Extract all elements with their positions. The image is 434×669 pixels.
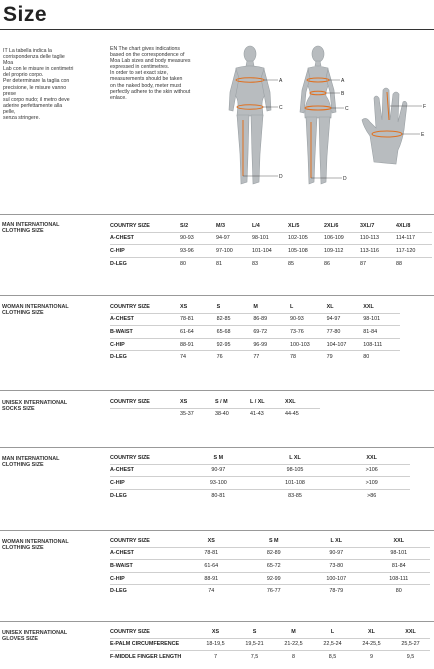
table-cell: 80 [180, 257, 216, 269]
header-cell: M/3 [216, 222, 225, 229]
socks-size-table [110, 396, 320, 420]
section-divider [0, 621, 434, 622]
section-label-woman-clothing-grouped: WOMAN INTERNATIONAL CLOTHING SIZE [2, 539, 69, 552]
table-cell: 9 [352, 651, 391, 663]
table-header-row [110, 396, 320, 408]
header-cell: XS [207, 537, 215, 544]
table-cell: 90-93 [290, 313, 327, 326]
woman-marker-d: D [343, 176, 347, 182]
table-row [110, 232, 432, 245]
table-cell: 76 [217, 351, 254, 363]
table-cell: 93-100 [180, 477, 257, 490]
table-header-row [110, 452, 410, 464]
hand-figure-icon [360, 80, 432, 170]
header-cell: COUNTRY SIZE [110, 454, 150, 461]
section-divider [0, 295, 434, 296]
table-cell: 80 [363, 351, 400, 363]
header-cell: XXL [366, 454, 377, 461]
table-row [110, 585, 430, 597]
table-cell: 81 [216, 257, 252, 269]
table-cell: 69-72 [253, 326, 290, 339]
header-cell: COUNTRY SIZE [110, 222, 150, 229]
section-divider [0, 530, 434, 531]
header-cell: 4XL/8 [396, 222, 411, 229]
table-cell: 78-79 [305, 585, 368, 597]
table-cell: 104-107 [327, 338, 364, 351]
table-cell: 100-107 [305, 572, 368, 585]
table-cell: 85 [288, 257, 324, 269]
man-marker-a: A [279, 78, 283, 84]
header-cell: S/2 [180, 222, 189, 229]
table-row [110, 489, 410, 501]
man-clothing-grouped-size-table [110, 452, 410, 501]
row-label: C-HIP [110, 338, 180, 351]
table-cell: >86 [333, 489, 410, 501]
table-cell: 87 [360, 257, 396, 269]
table-row [110, 313, 400, 326]
table-cell: 18-19,5 [196, 638, 235, 651]
table-cell: 83 [252, 257, 288, 269]
section-label-man-clothing-grouped: MAN INTERNATIONAL CLOTHING SIZE [2, 456, 60, 469]
header-cell: S / M [215, 398, 228, 405]
header-cell: XXL [405, 628, 416, 635]
table-cell: 80-81 [180, 489, 257, 501]
table-cell: 106-109 [324, 232, 360, 245]
table-row [110, 560, 430, 573]
table-cell: 90-93 [180, 232, 216, 245]
row-label: E-PALM CIRCUMFERENCE [110, 638, 196, 651]
table-cell: 7,5 [235, 651, 274, 663]
table-row [110, 638, 430, 651]
header-cell: 2XL/6 [324, 222, 339, 229]
header-cell: M [291, 628, 296, 635]
hand-marker-f: F [423, 104, 427, 110]
table-cell: 8 [274, 651, 313, 663]
header-cell: XS [180, 303, 188, 310]
intro-english: EN The chart gives indications based on the correspondence of Moa Lab sizes and body measures expressed in centimetres. In order to set exact size, measurements should be taken on the naked body, meter must perfectly adhere to the skin without enlace. [110, 46, 191, 101]
table-cell: 81-84 [368, 560, 431, 573]
table-row [110, 351, 400, 363]
table-cell: 97-100 [216, 245, 252, 258]
table-cell: 90-97 [305, 547, 368, 560]
table-cell: 80 [368, 585, 431, 597]
table-cell: 77-80 [327, 326, 364, 339]
header-cell: COUNTRY SIZE [110, 537, 150, 544]
table-cell: 79 [327, 351, 364, 363]
row-label: A-CHEST [110, 313, 180, 326]
table-header-row [110, 535, 430, 547]
row-label: D-LEG [110, 585, 180, 597]
section-divider [0, 214, 434, 215]
woman-clothing-size-table [110, 301, 400, 363]
table-cell: 100-103 [290, 338, 327, 351]
table-cell: 88 [396, 257, 432, 269]
table-cell: 44-45 [285, 408, 320, 420]
table-cell: 65-68 [217, 326, 254, 339]
man-marker-c: C [279, 105, 283, 111]
table-cell: 101-108 [257, 477, 334, 490]
section-divider [0, 447, 434, 448]
table-cell: 78-81 [180, 313, 217, 326]
table-cell: 93-96 [180, 245, 216, 258]
table-cell: 61-64 [180, 326, 217, 339]
man-body-figure-icon [228, 44, 290, 194]
man-clothing-size-table [110, 220, 432, 269]
gloves-size-table [110, 626, 430, 663]
hand-marker-e: E [421, 132, 425, 138]
section-label-socks: UNISEX INTERNATIONAL SOCKS SIZE [2, 400, 68, 413]
table-cell: >109 [333, 477, 410, 490]
header-cell: S M [213, 454, 224, 461]
table-header-row [110, 626, 430, 638]
table-cell: 65-72 [243, 560, 306, 573]
intro-italian: IT La tabella indica la corrispondenza delle taglie Moa Lab con le misure in centimetri del proprio corpo. Per determinare la taglia con precisione, le misure vanno prese sul corpo nudo; il metro deve aderire perfettamente alla pelle, senza stringere. [3, 48, 74, 122]
table-cell: 78 [290, 351, 327, 363]
table-cell: 117-120 [396, 245, 432, 258]
table-cell: 105-108 [288, 245, 324, 258]
table-cell: 86 [324, 257, 360, 269]
woman-marker-a: A [341, 78, 345, 84]
table-row [110, 326, 400, 339]
header-cell: COUNTRY SIZE [110, 628, 150, 635]
woman-marker-c: C [345, 106, 349, 112]
header-cell: S [216, 303, 221, 310]
table-cell: 98-101 [368, 547, 431, 560]
table-cell: 77 [253, 351, 290, 363]
header-cell: XXL [393, 537, 404, 544]
table-cell: 41-43 [250, 408, 285, 420]
section-label-woman-clothing: WOMAN INTERNATIONAL CLOTHING SIZE [2, 304, 69, 317]
header-cell: S [252, 628, 257, 635]
table-cell: 94-97 [216, 232, 252, 245]
row-label: D-LEG [110, 489, 180, 501]
table-cell: 81-84 [363, 326, 400, 339]
table-cell: 92-95 [217, 338, 254, 351]
table-cell: 61-64 [180, 560, 243, 573]
table-row [110, 651, 430, 663]
header-cell: XL/5 [288, 222, 300, 229]
row-label [110, 408, 180, 420]
section-divider [0, 390, 434, 391]
header-cell: XS [211, 628, 220, 635]
table-cell: 98-101 [363, 313, 400, 326]
table-cell: 76-77 [243, 585, 306, 597]
row-label: B-WAIST [110, 560, 180, 573]
table-cell: 82-85 [217, 313, 254, 326]
table-cell: 94-97 [327, 313, 364, 326]
row-label: D-LEG [110, 351, 180, 363]
header-cell: L XL [289, 454, 301, 461]
header-cell: XL [368, 628, 375, 635]
header-cell: M [253, 303, 258, 310]
header-cell: L/4 [252, 222, 260, 229]
table-header-row [110, 220, 432, 232]
woman-body-figure-icon [296, 44, 356, 194]
table-cell: 98-105 [257, 464, 334, 477]
row-label: A-CHEST [110, 547, 180, 560]
row-label: C-HIP [110, 245, 180, 258]
row-label: C-HIP [110, 477, 180, 490]
table-row [110, 245, 432, 258]
table-row [110, 572, 430, 585]
table-cell: 73-76 [290, 326, 327, 339]
table-cell: 24-25,5 [352, 638, 391, 651]
title-divider [0, 29, 434, 30]
table-cell: 74 [180, 351, 217, 363]
table-cell: 101-104 [252, 245, 288, 258]
table-row [110, 464, 410, 477]
table-cell: 109-112 [324, 245, 360, 258]
table-cell: 7 [196, 651, 235, 663]
table-cell: 25,5-27 [391, 638, 430, 651]
table-cell: 108-111 [368, 572, 431, 585]
table-cell: 83-85 [257, 489, 334, 501]
header-cell: XS [180, 398, 188, 405]
table-cell: 92-99 [243, 572, 306, 585]
table-cell: 22,5-24 [313, 638, 352, 651]
table-cell: 35-37 [180, 408, 215, 420]
woman-clothing-grouped-size-table [110, 535, 430, 597]
header-cell: L [330, 628, 335, 635]
header-cell: XL [326, 303, 334, 310]
table-row [110, 408, 320, 420]
table-cell: 88-91 [180, 572, 243, 585]
table-cell: 110-113 [360, 232, 396, 245]
section-label-man-clothing: MAN INTERNATIONAL CLOTHING SIZE [2, 222, 60, 235]
table-cell: 86-89 [253, 313, 290, 326]
table-cell: 108-111 [363, 338, 400, 351]
header-cell: COUNTRY SIZE [110, 303, 150, 310]
table-cell: 114-117 [396, 232, 432, 245]
table-cell: 21-22,5 [274, 638, 313, 651]
header-cell: L [289, 303, 294, 310]
table-row [110, 477, 410, 490]
header-cell: L / XL [250, 398, 265, 405]
header-cell: 3XL/7 [360, 222, 375, 229]
row-label: A-CHEST [110, 464, 180, 477]
table-row [110, 257, 432, 269]
table-cell: >106 [333, 464, 410, 477]
table-cell: 96-99 [253, 338, 290, 351]
row-label: A-CHEST [110, 232, 180, 245]
row-label: C-HIP [110, 572, 180, 585]
table-header-row [110, 301, 400, 313]
section-label-gloves: UNISEX INTERNATIONAL GLOVES SIZE [2, 630, 68, 643]
table-cell: 8,5 [313, 651, 352, 663]
man-marker-d: D [279, 174, 283, 180]
table-cell: 9,5 [391, 651, 430, 663]
header-cell: XXL [363, 303, 374, 310]
table-cell: 88-91 [180, 338, 217, 351]
table-row [110, 338, 400, 351]
table-cell: 38-40 [215, 408, 250, 420]
table-cell: 82-89 [243, 547, 306, 560]
woman-marker-b: B [341, 91, 345, 97]
table-cell: 102-105 [288, 232, 324, 245]
table-cell: 19,5-21 [235, 638, 274, 651]
table-cell: 78-81 [180, 547, 243, 560]
table-cell: 98-101 [252, 232, 288, 245]
header-cell: S M [268, 537, 279, 544]
table-cell: 73-80 [305, 560, 368, 573]
row-label: D-LEG [110, 257, 180, 269]
header-cell: L XL [330, 537, 343, 544]
row-label: F-MIDDLE FINGER LENGTH [110, 651, 196, 663]
page-title: Size [3, 3, 48, 26]
table-cell: 90-97 [180, 464, 257, 477]
table-row [110, 547, 430, 560]
table-cell: 74 [180, 585, 243, 597]
row-label: B-WAIST [110, 326, 180, 339]
table-cell: 113-116 [360, 245, 396, 258]
header-cell: COUNTRY SIZE [110, 398, 150, 405]
header-cell: XXL [285, 398, 296, 405]
